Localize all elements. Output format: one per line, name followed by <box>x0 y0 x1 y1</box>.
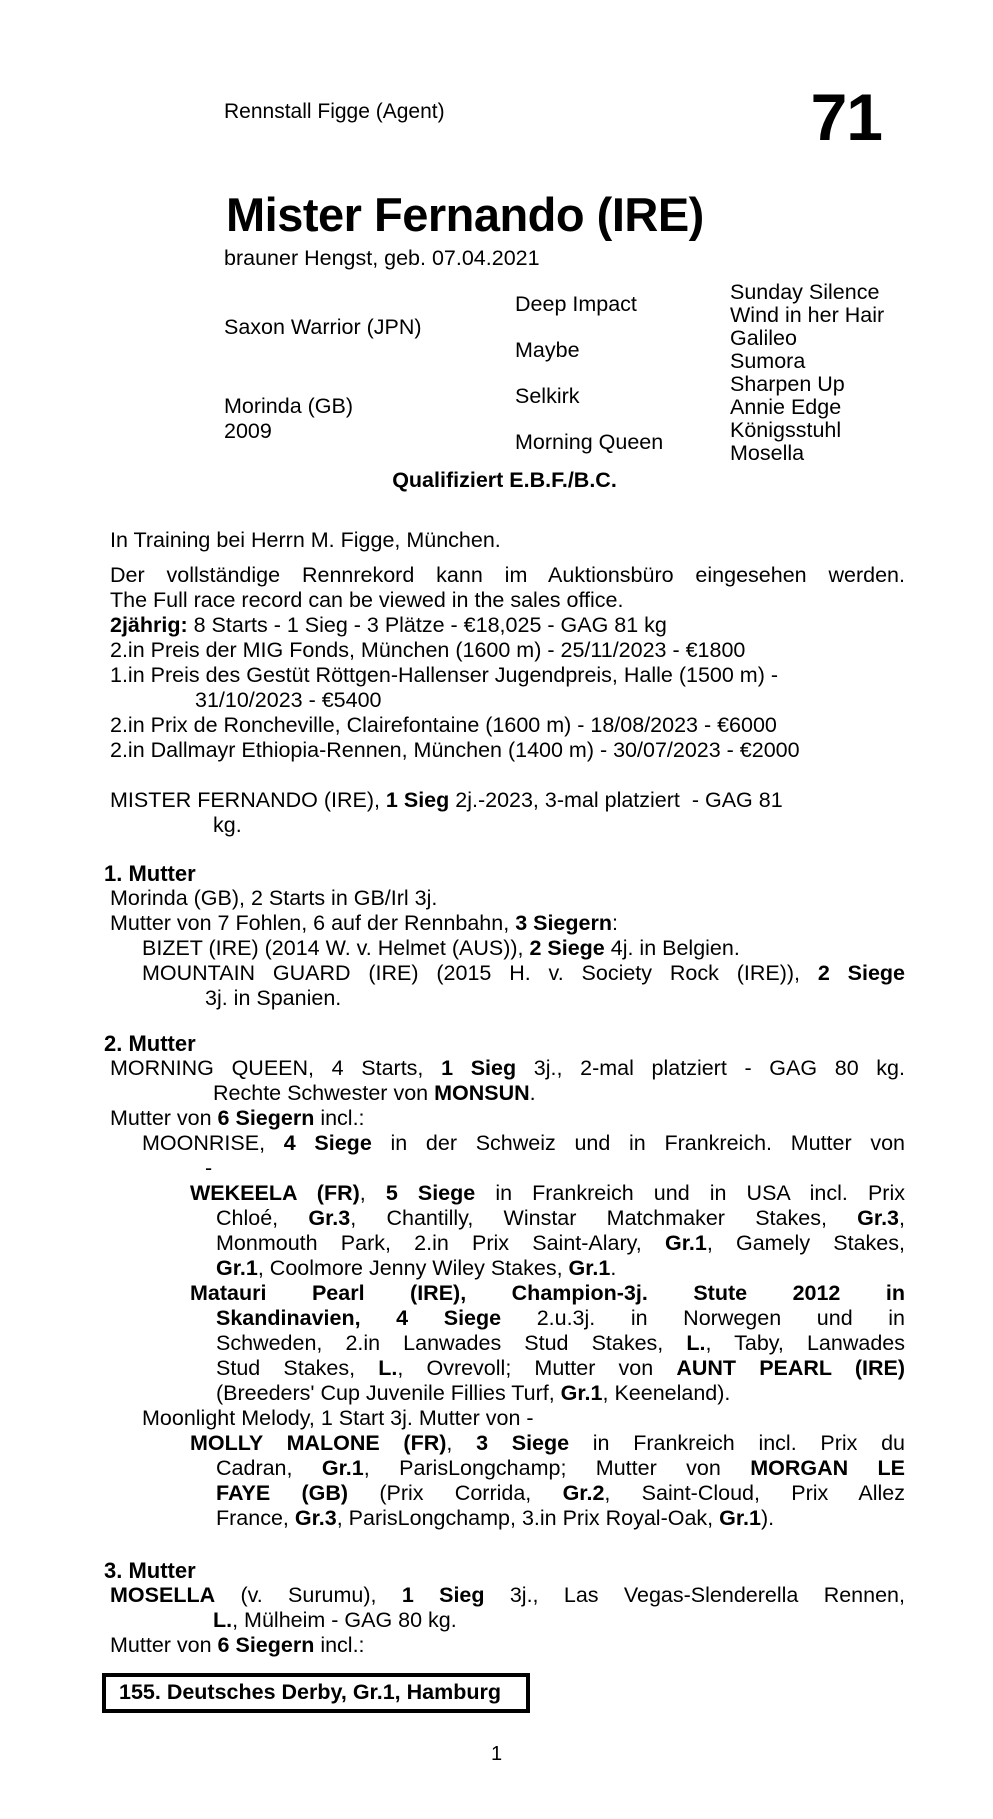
moonlight-melody-line: Moonlight Melody, 1 Start 3j. Mutter von - <box>142 1406 534 1430</box>
pedigree-gen3-ancestor: Galileo <box>730 326 797 350</box>
race-record-line-continuation: 31/10/2023 - €5400 <box>195 688 382 712</box>
dam1-offspring-line: MOUNTAIN GUARD (IRE) (2015 H. v. Society Rock (IRE)), 2 Siege <box>142 961 906 985</box>
race-record-line: 2.in Prix de Roncheville, Clairefontaine (1600 m) - 18/08/2023 - €6000 <box>110 713 777 737</box>
pedigree-gen2-ancestor: Maybe <box>515 337 580 362</box>
consignor-name: Rennstall Figge (Agent) <box>224 100 445 123</box>
race-summary-continuation: kg. <box>213 813 242 837</box>
molly-malone-line: FAYE (GB) (Prix Corrida, Gr.2, Saint-Cloud, Prix Allez <box>216 1481 905 1505</box>
race-summary-line: MISTER FERNANDO (IRE), 1 Sieg 2j.-2023, 3-mal platziert - GAG 81 <box>110 788 783 812</box>
page-number: 1 <box>490 1743 503 1765</box>
dam1-offspring-line: BIZET (IRE) (2014 W. v. Helmet (AUS)), 2 Siege 4j. in Belgien. <box>142 936 740 960</box>
pedigree-sire: Saxon Warrior (JPN) <box>224 314 422 339</box>
pedigree-dam-name: Morinda (GB) <box>224 394 354 418</box>
dam2-offspring-line: MOONRISE, 4 Siege in der Schweiz und in Frankreich. Mutter von <box>142 1131 906 1155</box>
pedigree-table <box>224 281 960 465</box>
race-record-line: 1.in Preis des Gestüt Röttgen-Hallenser Jugendpreis, Halle (1500 m) - <box>110 663 779 687</box>
dam1-heading: 1. Mutter <box>104 861 196 886</box>
record-note-de: Der vollständige Rennrekord kann im Auktionsbüro eingesehen werden. <box>110 563 905 587</box>
training-note: In Training bei Herrn M. Figge, München. <box>110 528 501 552</box>
molly-malone-line: Cadran, Gr.1, ParisLongchamp; Mutter von MORGAN LE <box>216 1456 906 1480</box>
matauri-pearl-line: (Breeders' Cup Juvenile Fillies Turf, Gr.1, Keeneland). <box>216 1381 731 1405</box>
dam3-line-continuation: L., Mülheim - GAG 80 kg. <box>213 1608 457 1632</box>
lot-number: 71 <box>810 80 882 154</box>
matauri-pearl-line: Matauri Pearl (IRE), Champion-3j. Stute 2012 in <box>190 1281 905 1305</box>
pedigree-gen3-ancestor: Königsstuhl <box>730 418 842 442</box>
matauri-pearl-line: Skandinavien, 4 Siege 2.u.3j. in Norwegen und in <box>216 1306 905 1330</box>
pedigree-dam-year: 2009 <box>224 419 272 443</box>
dam1-line: Mutter von 7 Fohlen, 6 auf der Rennbahn, 3 Siegern: <box>110 911 618 935</box>
pedigree-gen3-ancestor: Sharpen Up <box>730 372 845 396</box>
wekeela-line: Gr.1, Coolmore Jenny Wiley Stakes, Gr.1. <box>216 1256 617 1280</box>
wekeela-line: Monmouth Park, 2.in Prix Saint-Alary, Gr.1, Gamely Stakes, <box>216 1231 905 1255</box>
pedigree-gen3-ancestor: Sumora <box>730 349 806 373</box>
pedigree-gen2-ancestor: Morning Queen <box>515 429 664 454</box>
race-record-line: 2jährig: 8 Starts - 1 Sieg - 3 Plätze - €18,025 - GAG 81 kg <box>110 613 667 637</box>
qualification-note: Qualifiziert E.B.F./B.C. <box>392 468 617 492</box>
pedigree-dam <box>224 394 515 444</box>
pedigree-gen2-ancestor: Deep Impact <box>515 291 637 316</box>
dam3-line: MOSELLA (v. Surumu), 1 Sieg 3j., Las Vegas-Slenderella Rennen, <box>110 1583 905 1607</box>
race-record-line: 2.in Dallmayr Ethiopia-Rennen, München (1400 m) - 30/07/2023 - €2000 <box>110 738 800 762</box>
horse-birth-info: brauner Hengst, geb. 07.04.2021 <box>224 246 540 270</box>
wekeela-line: WEKEELA (FR), 5 Siege in Frankreich und in USA incl. Prix <box>190 1181 905 1205</box>
dam2-offspring-continuation: - <box>205 1156 213 1180</box>
pedigree-gen2-ancestor: Selkirk <box>515 383 580 408</box>
molly-malone-line: France, Gr.3, ParisLongchamp, 3.in Prix Royal-Oak, Gr.1). <box>216 1506 775 1530</box>
race-record-line: 2.in Preis der MIG Fonds, München (1600 m) - 25/11/2023 - €1800 <box>110 638 746 662</box>
pedigree-gen3-ancestor: Annie Edge <box>730 395 842 419</box>
matauri-pearl-line: Stud Stakes, L., Ovrevoll; Mutter von AUNT PEARL (IRE) <box>216 1356 905 1380</box>
catalog-body-text <box>104 528 905 1713</box>
dam2-line-continuation: Rechte Schwester von MONSUN. <box>213 1081 536 1105</box>
dam1-line: Morinda (GB), 2 Starts in GB/Irl 3j. <box>110 886 438 910</box>
dam2-line: MORNING QUEEN, 4 Starts, 1 Sieg 3j., 2-mal platziert - GAG 80 kg. <box>110 1056 905 1080</box>
wekeela-line: Chloé, Gr.3, Chantilly, Winstar Matchmaker Stakes, Gr.3, <box>216 1206 905 1230</box>
dam1-offspring-continuation: 3j. in Spanien. <box>205 986 342 1010</box>
pedigree-gen3-ancestor: Sunday Silence <box>730 280 880 304</box>
matauri-pearl-line: Schweden, 2.in Lanwades Stud Stakes, L., Taby, Lanwades <box>216 1331 905 1355</box>
horse-name-title: Mister Fernando (IRE) <box>226 188 704 241</box>
record-note-en: The Full race record can be viewed in the sales office. <box>110 588 624 612</box>
dam3-heading: 3. Mutter <box>104 1558 196 1583</box>
pedigree-gen3-ancestor: Mosella <box>730 441 805 465</box>
reference-box <box>102 1673 530 1713</box>
reference-box-label: 155. Deutsches Derby, Gr.1, Hamburg <box>119 1680 501 1704</box>
dam2-line: Mutter von 6 Siegern incl.: <box>110 1106 365 1130</box>
pedigree-gen3-ancestor: Wind in her Hair <box>730 303 885 327</box>
dam2-heading: 2. Mutter <box>104 1031 196 1056</box>
molly-malone-line: MOLLY MALONE (FR), 3 Siege in Frankreich incl. Prix du <box>190 1431 906 1455</box>
dam3-line: Mutter von 6 Siegern incl.: <box>110 1633 365 1657</box>
